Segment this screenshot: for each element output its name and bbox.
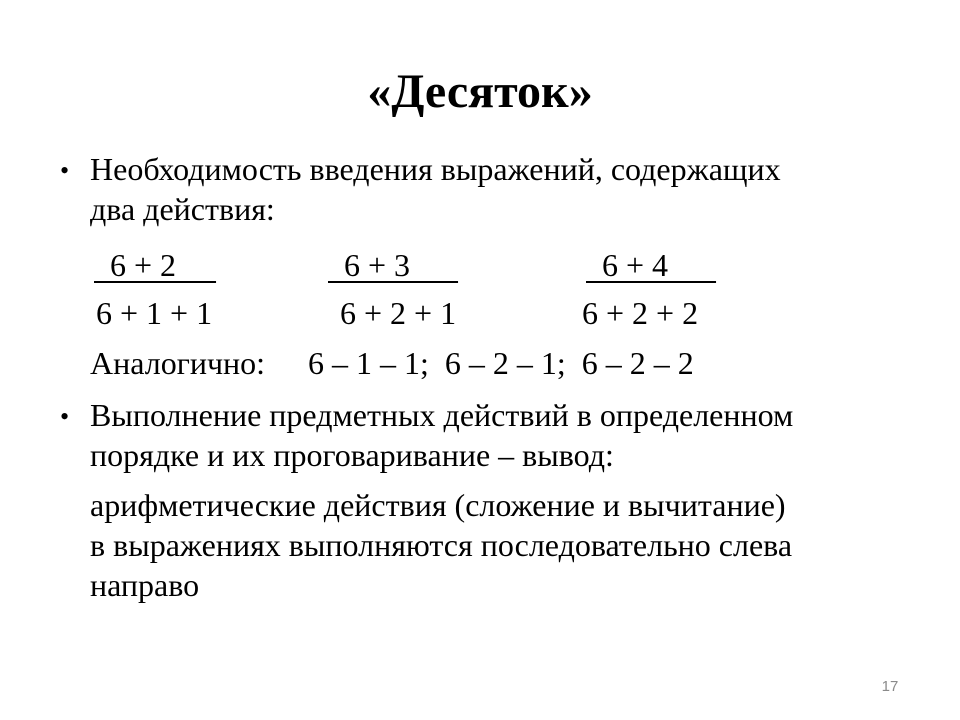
bullet-2-line-3: арифметические действия (сложение и вычитание) <box>90 487 786 523</box>
slide-title: «Десяток» <box>367 65 593 118</box>
bullet-2-line-5: направо <box>90 567 200 603</box>
slide-number: 17 <box>881 678 899 695</box>
bullet-2-marker: • <box>60 402 70 431</box>
expression-bottom-3: 6 + 2 + 2 <box>582 295 699 331</box>
bullet-2-line-4: в выражениях выполняются последовательно слева <box>90 527 793 563</box>
bullet-2-line-1: Выполнение предметных действий в определенном <box>90 397 794 433</box>
expression-top-3: 6 + 4 <box>586 247 717 283</box>
bullet-2-line-2: порядке и их проговаривание – вывод: <box>90 437 614 473</box>
expression-top-1: 6 + 2 <box>94 247 217 283</box>
expression-bottom-2: 6 + 2 + 1 <box>340 295 457 331</box>
bullet-1-line-1: Необходимость введения выражений, содержащих <box>90 151 781 187</box>
analog-expressions: 6 – 1 – 1; 6 – 2 – 1; 6 – 2 – 2 <box>308 345 694 381</box>
expression-bottom-1: 6 + 1 + 1 <box>96 295 213 331</box>
expression-top-2: 6 + 3 <box>328 247 459 283</box>
bullet-1-marker: • <box>60 156 70 185</box>
bullet-1-line-2: два действия: <box>90 191 275 227</box>
analog-label: Аналогично: <box>90 345 266 381</box>
